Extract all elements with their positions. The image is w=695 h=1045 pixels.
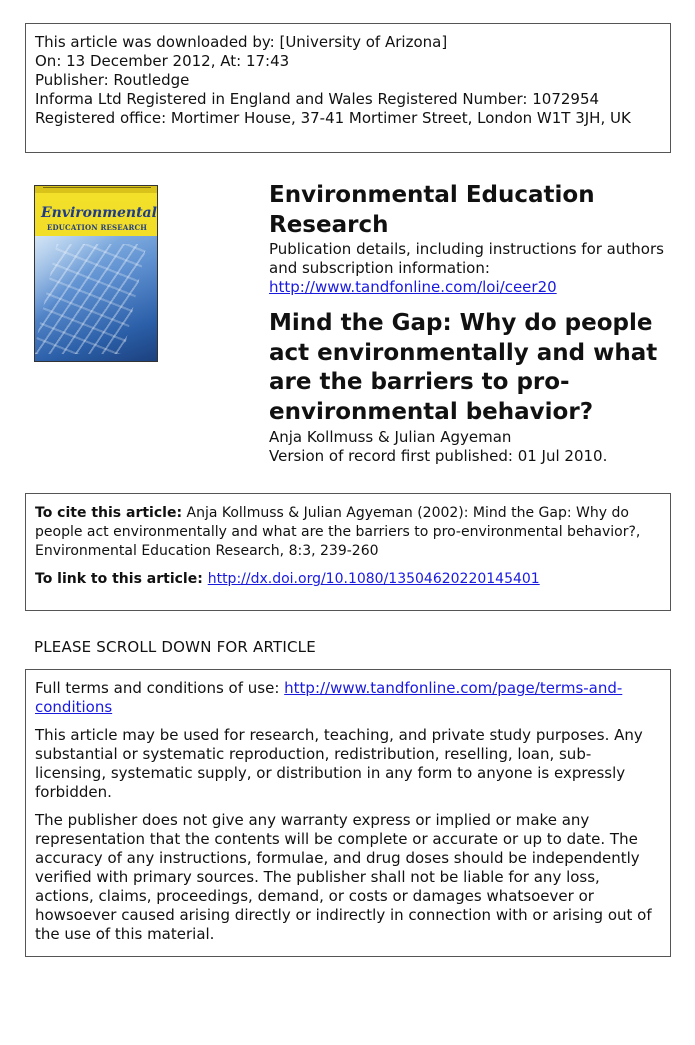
cite-label: To cite this article: <box>35 505 183 521</box>
terms-intro-text: Full terms and conditions of use: <box>35 679 285 697</box>
registered-office: Registered office: Mortimer House, 37-41 Mortimer Street, London W1T 3JH, UK <box>35 109 631 127</box>
cite-text: Anja Kollmuss & Julian Agyeman (2002): Mind the Gap: Why do people act environmentally and what are the barriers to pro-environmental behavior?, Environmental Education Research, 8:3, 239-260 <box>35 505 641 559</box>
journal-link[interactable]: http://www.tandfonline.com/loi/ceer20 <box>269 278 557 296</box>
terms-paragraph-warranty: The publisher does not give any warranty express or implied or make any representation that the contents will be complete or accurate or up to date. The accuracy of any instructions, formulae, and drug doses should be independently verified with primary sources. The publisher shall not be liable for any loss, actions, claims, proceedings, demand, or costs or damages whatsoever or howsoever caused arising directly or indirectly in connection with or arising out of the use of this material. <box>35 811 652 943</box>
citation-box <box>25 493 671 611</box>
registration: Informa Ltd Registered in England and Wales Registered Number: 1072954 <box>35 90 600 108</box>
download-date: On: 13 December 2012, At: 17:43 <box>35 52 290 70</box>
scroll-notice: PLEASE SCROLL DOWN FOR ARTICLE <box>34 638 316 656</box>
cover-subtitle: EDUCATION RESEARCH <box>46 223 148 232</box>
publication-details <box>269 240 669 297</box>
cover-top-bar <box>35 186 157 193</box>
doi-link[interactable]: http://dx.doi.org/10.1080/13504620220145401 <box>207 571 540 587</box>
link-label: To link to this article: <box>35 571 208 587</box>
cover-title: Environmental <box>41 205 157 221</box>
article-authors: Anja Kollmuss & Julian Agyeman <box>269 428 512 446</box>
version-of-record: Version of record first published: 01 Jul 2010. <box>269 447 608 465</box>
cover-photo <box>35 236 157 362</box>
journal-title: Environmental Education Research <box>269 182 595 238</box>
terms-intro <box>35 679 661 717</box>
terms-link[interactable]: http://www.tandfonline.com/page/terms-and-conditions <box>35 679 623 716</box>
download-info-box <box>25 23 671 153</box>
article-link-line <box>35 570 661 589</box>
terms-paragraph-usage: This article may be used for research, teaching, and private study purposes. Any substantial or systematic reproduction, redistribution, reselling, loan, sub-licensing, systematic supply, or distribution in any form to anyone is expressly forbidden. <box>35 726 643 801</box>
terms-box <box>25 669 671 957</box>
citation <box>35 504 661 561</box>
download-line: This article was downloaded by: [University of Arizona] <box>35 33 448 51</box>
journal-cover-image <box>34 185 158 362</box>
publication-details-text: Publication details, including instructions for authors and subscription information: <box>269 240 664 277</box>
publisher: Publisher: Routledge <box>35 71 190 89</box>
article-title: Mind the Gap: Why do people act environmentally and what are the barriers to pro-environmental behavior? <box>269 310 658 425</box>
